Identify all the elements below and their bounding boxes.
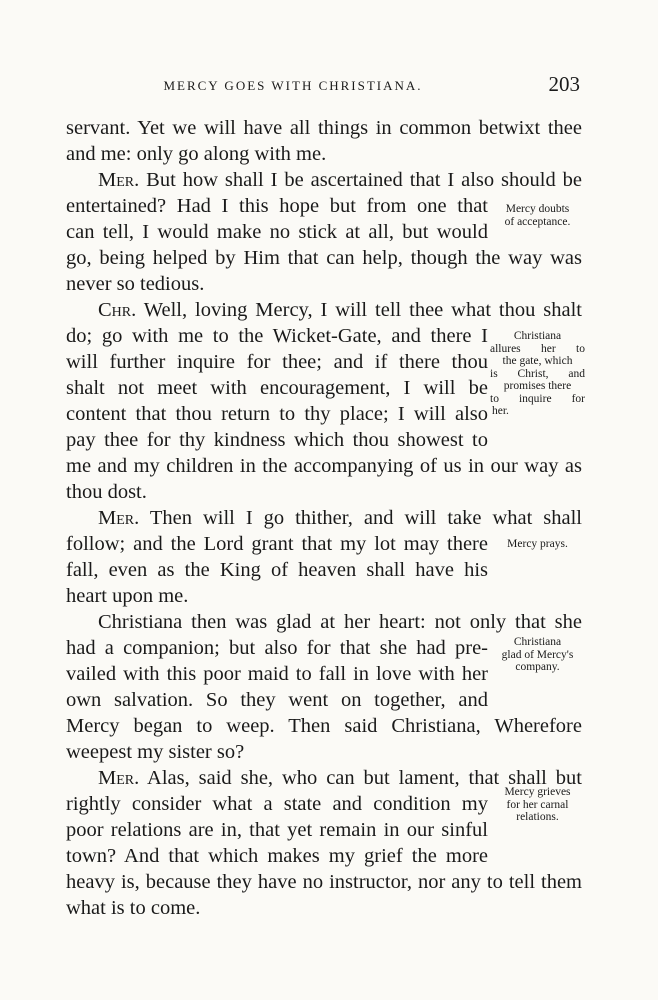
text-line: me and my children in the accompanying of us in our way as [66,455,582,477]
text-line: Chr. Well, loving Mercy, I will tell thee what thou shalt [98,299,582,321]
text-line: Christiana then was glad at her heart: not only that she [98,611,582,633]
text-line: heavy is, because they have no instructor, nor any to tell them [66,871,582,893]
speaker-label: Mer. [98,169,140,191]
text-line: content that thou return to thy place; I will also [66,403,488,425]
running-title: MERCY GOES WITH CHRISTIANA. [163,78,423,93]
side-note: Christiana allures her to the gate, which is Christ, and promises there to inquire for her. [490,330,585,417]
text-line: Mer. But how shall I be ascertained that I also should be [98,169,582,191]
text-line: shalt not meet with encouragement, I will be [66,377,488,399]
text-line: servant. Yet we will have all things in common betwixt thee [66,117,582,139]
text-line: thou dost. [66,481,147,503]
page-number: 203 [548,72,580,96]
text-line: go, being helped by Him that can help, though the way was [66,247,582,269]
text-line: will further inquire for thee; and if there thou [66,351,488,373]
text-line: fall, even as the King of heaven shall have his [66,559,488,581]
text-line: rightly consider what a state and condition my [66,793,488,815]
text-line: Mer. Then will I go thither, and will take what shall [98,507,582,529]
side-note: Mercy doubts of acceptance. [504,203,571,228]
text-line: had a companion; but also for that she had pre- [66,637,488,659]
page-header [66,72,580,102]
text-line: do; go with me to the Wicket-Gate, and there I [66,325,488,347]
text-line: never so tedious. [66,273,205,295]
text-line: weepest my sister so? [66,741,245,763]
text-line: and me: only go along with me. [66,143,327,165]
text-line: Mercy began to weep. Then said Christiana, Wherefore [66,715,582,737]
side-note: Christiana glad of Mercy's company. [501,636,574,673]
speaker-label: Mer. [98,507,140,529]
side-note: Mercy prays. [507,538,568,550]
text-line: vailed with this poor maid to fall in love with her [66,663,488,685]
text-line: pay thee for thy kindness which thou showest to [66,429,488,451]
speaker-label: Mer. [98,767,140,789]
text-line: Mer. Alas, said she, who can but lament, that shall but [98,767,582,789]
text-line: entertained? Had I this hope but from one that [66,195,488,217]
speaker-label: Chr. [98,299,137,321]
text-line: heart upon me. [66,585,189,607]
text-line: can tell, I would make no stick at all, but would [66,221,488,243]
text-line: town? And that which makes my grief the more [66,845,488,867]
text-line: follow; and the Lord grant that my lot may there [66,533,488,555]
text-line: what is to come. [66,897,201,919]
text-line: poor relations are in, that yet remain in our sinful [66,819,488,841]
side-note: Mercy grieves for her carnal relations. [504,786,571,823]
text-line: own salvation. So they went on together, and [66,689,488,711]
